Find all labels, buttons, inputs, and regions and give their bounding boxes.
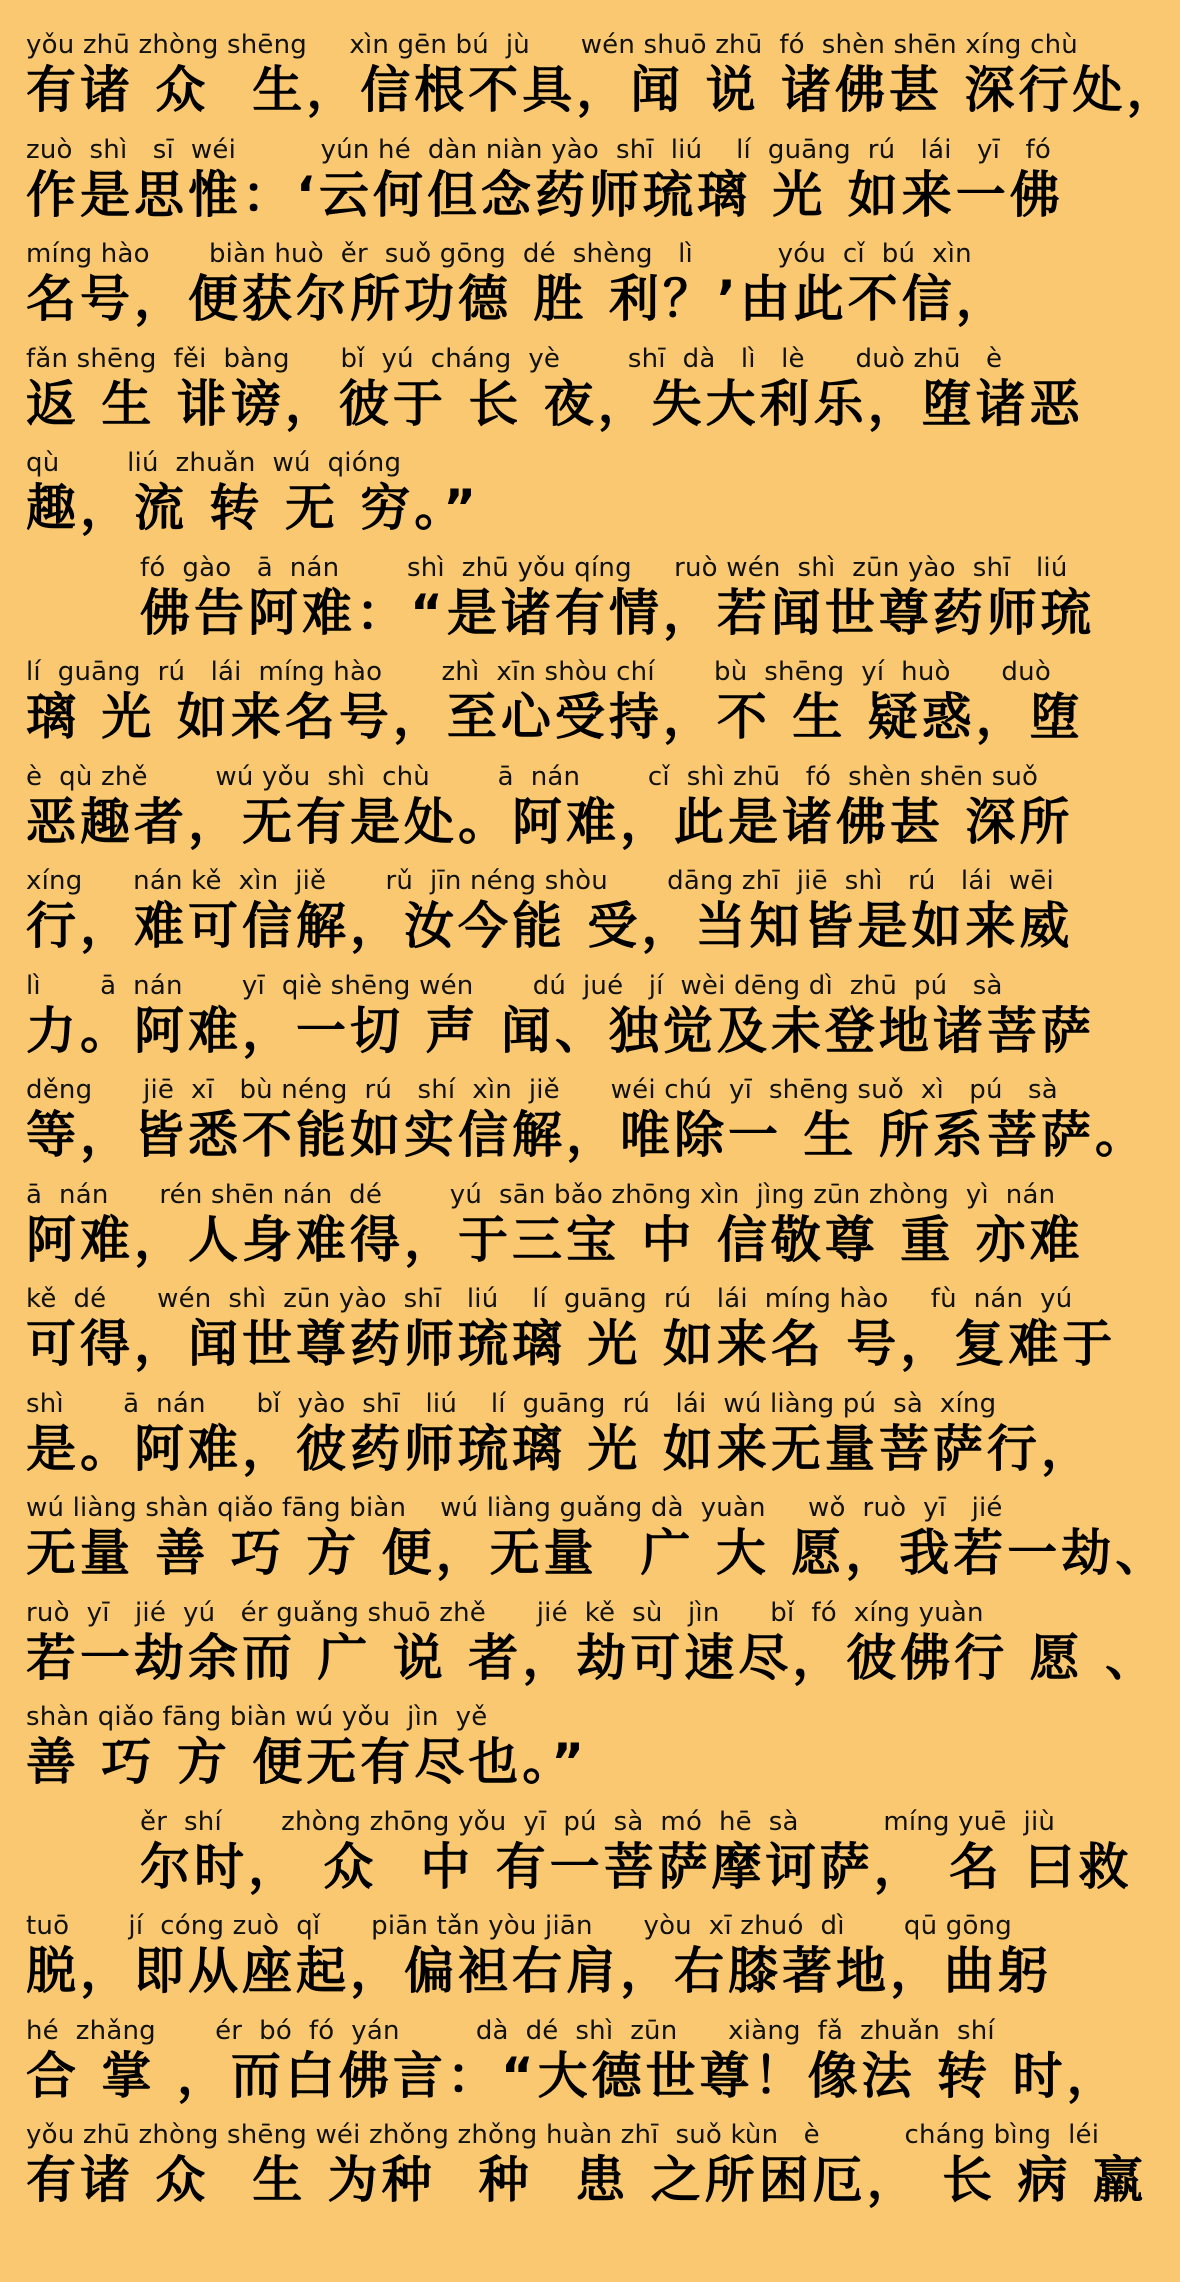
text-line: [26, 2015, 1121, 2121]
chinese-text: 尔时， 众 中 有一菩萨摩诃萨， 名 曰救: [140, 1837, 1133, 1896]
pinyin-annotation: è qù zhě wú yǒu shì chù ā nán cǐ shì zhū fó shèn shēn suǒ: [26, 761, 1039, 792]
chinese-text: 行，难可信解，汝今能 受，当知皆是如来威: [26, 897, 1074, 955]
chinese-text: 合 掌 ，而白佛言：“大德世尊！像法 转 时，: [26, 2046, 1121, 2105]
text-line: [26, 1806, 1133, 1912]
chinese-text: 返 生 诽谤，彼于 长 夜，失大利乐，堕诸恶: [26, 374, 1084, 433]
pinyin-annotation: lì ā nán yī qiè shēng wén dú jué jí wèi dēng dì zhū pú sà: [26, 970, 1003, 1001]
pinyin-annotation: yǒu zhū zhòng shēng xìn gēn bú jù wén shuō zhū fó shèn shēn xíng chù: [26, 30, 1078, 60]
chinese-text: 阿难，人身难得，于三宝 中 信敬尊 重 亦难: [26, 1210, 1084, 1269]
text-line: [26, 343, 1084, 449]
pinyin-annotation: yǒu zhū zhòng shēng wéi zhǒng zhǒng huàn zhī suǒ kùn è cháng bìng léi: [26, 2120, 1100, 2150]
pinyin-annotation: shàn qiǎo fāng biàn wú yǒu jìn yě: [26, 1702, 488, 1732]
text-line: [26, 657, 1084, 762]
pinyin-annotation: hé zhǎng ér bó fó yán dà dé shì zūn xiàng fǎ zhuǎn shí: [26, 2015, 995, 2046]
pinyin-annotation: míng hào biàn huò ěr suǒ gōng dé shèng lì yóu cǐ bú xìn: [26, 239, 972, 269]
chinese-text: 等，皆悉不能如实信解，唯除一 生 所系菩萨。: [26, 1106, 1149, 1164]
chinese-text: 是。阿难，彼药师琉璃 光 如来无量菩萨行，: [26, 1419, 1095, 1478]
chinese-text: 趣，流 转 无 穷。”: [26, 479, 481, 537]
text-line: [26, 30, 1180, 135]
text-line: [26, 866, 1074, 971]
text-line: [26, 134, 1064, 240]
chinese-text: 脱，即从座起，偏袒右肩，右膝著地，曲躬: [26, 1942, 1052, 2000]
text-line: [26, 1284, 1117, 1389]
pinyin-annotation: děng jiē xī bù néng rú shí xìn jiě wéi chú yī shēng suǒ xì pú sà: [26, 1075, 1058, 1105]
chinese-text: 善 巧 方 便无有尽也。”: [26, 1733, 589, 1791]
text-line: [26, 448, 1054, 553]
text-line: [26, 1388, 1095, 1494]
pinyin-annotation: wú liàng shàn qiǎo fāng biàn wú liàng guǎng dà yuàn wǒ ruò yī jié: [26, 1493, 1003, 1523]
pinyin-annotation: lí guāng rú lái míng hào zhì xīn shòu chí bù shēng yí huò duò: [26, 657, 1051, 687]
text-line: [26, 552, 1095, 658]
text-line: [26, 1493, 1170, 1598]
text-line: [26, 970, 1095, 1076]
text-line: [26, 239, 1054, 344]
pinyin-annotation: zuò shì sī wéi yún hé dàn niàn yào shī liú lí guāng rú lái yī fó: [26, 134, 1051, 165]
chinese-text: 名号，便获尔所功德 胜 利？’由此不信，: [26, 270, 1010, 328]
text-line: [26, 761, 1074, 867]
text-line: [26, 2120, 1147, 2225]
chinese-text: 璃 光 如来名号，至心受持，不 生 疑惑，堕: [26, 688, 1084, 746]
pinyin-annotation: qù liú zhuǎn wú qióng: [26, 448, 402, 478]
pinyin-annotation: shì ā nán bǐ yào shī liú lí guāng rú lái wú liàng pú sà xíng: [26, 1388, 997, 1419]
text-line: [26, 1179, 1084, 1285]
text-line: [26, 1597, 1160, 1703]
text-line: [26, 1702, 1054, 1807]
chinese-text: 若一劫余而 广 说 者，劫可速尽，彼佛行 愿 、: [26, 1628, 1160, 1687]
chinese-text: 有诸 众 生 为种 种 患 之所困厄， 长 病 羸: [26, 2151, 1147, 2209]
text-line: [26, 1075, 1149, 1180]
text-line: [26, 1911, 1054, 2016]
pinyin-annotation: ruò yī jié yú ér guǎng shuō zhě jié kě sù jìn bǐ fó xíng yuàn: [26, 1597, 984, 1628]
pinyin-annotation: kě dé wén shì zūn yào shī liú lí guāng rú lái míng hào fù nán yú: [26, 1284, 1073, 1314]
chinese-text: 佛告阿难：“是诸有情，若闻世尊药师琉: [140, 583, 1095, 642]
pinyin-annotation: tuō jí cóng zuò qǐ piān tǎn yòu jiān yòu xī zhuó dì qū gōng: [26, 1911, 1012, 1941]
pinyin-annotation: ā nán rén shēn nán dé yú sān bǎo zhōng xìn jìng zūn zhòng yì nán: [26, 1179, 1056, 1210]
pinyin-annotation: fó gào ā nán shì zhū yǒu qíng ruò wén shì zūn yào shī liú: [140, 552, 1068, 583]
chinese-text: 可得，闻世尊药师琉璃 光 如来名 号，复难于: [26, 1315, 1117, 1373]
chinese-text: 作是思惟：‘云何但念药师琉璃 光 如来一佛: [26, 165, 1064, 224]
chinese-text: 恶趣者，无有是处。阿难，此是诸佛甚 深所: [26, 792, 1074, 851]
pinyin-annotation: fǎn shēng fěi bàng bǐ yú cháng yè shī dà lì lè duò zhū è: [26, 343, 1003, 374]
chinese-text: 力。阿难，一切 声 闻、独觉及未登地诸菩萨: [26, 1001, 1095, 1060]
pinyin-annotation: xíng nán kě xìn jiě rǔ jīn néng shòu dāng zhī jiē shì rú lái wēi: [26, 866, 1054, 896]
chinese-text: 无量 善 巧 方 便，无量 广 大 愿，我若一劫、: [26, 1524, 1170, 1582]
pinyin-annotation: ěr shí zhòng zhōng yǒu yī pú sà mó hē sà míng yuē jiù: [140, 1806, 1056, 1837]
chinese-text: 有诸 众 生，信根不具，闻 说 诸佛甚 深行处，: [26, 61, 1180, 119]
